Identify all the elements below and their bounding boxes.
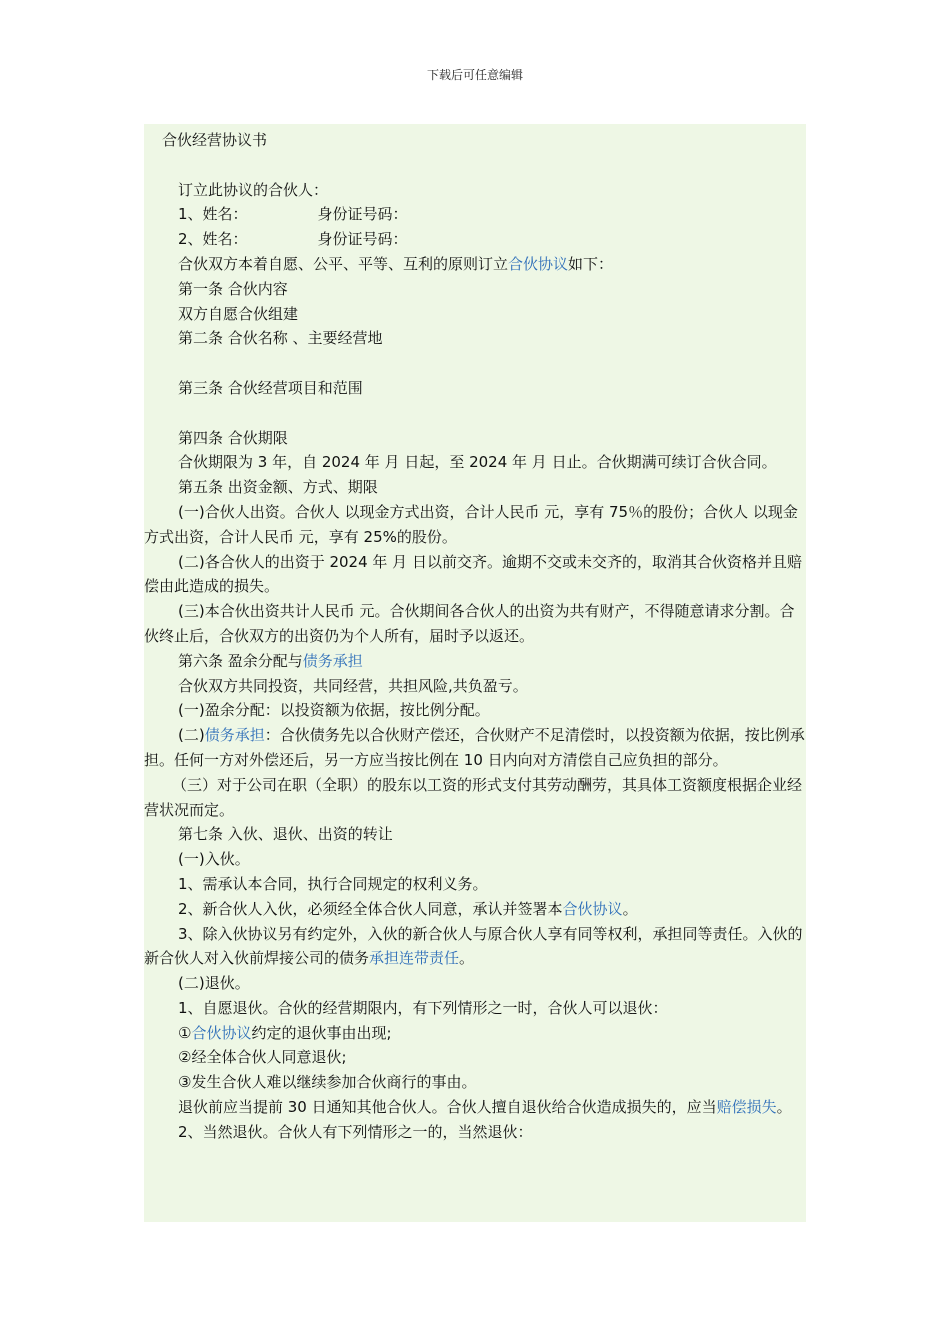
party-1-id-label: 身份证号码：	[317, 205, 408, 224]
partnership-agreement-link[interactable]: 合伙协议	[562, 899, 623, 918]
punctuation: 。	[459, 949, 475, 968]
join-heading: (一)入伙。	[178, 850, 250, 869]
compensation-link[interactable]: 赔偿损失	[716, 1098, 777, 1117]
punctuation: 。	[776, 1098, 792, 1117]
quit-item-1: 1、自愿退伙。合伙的经营期限内，有下列情形之一时，合伙人可以退伙：	[178, 998, 668, 1017]
article-5-clause-2: (二)各合伙人的出资于 2024 年 月 日以前交齐。逾期不交或未交齐的，取消其合伙资格并且赔偿由此造成的损失。	[144, 552, 802, 596]
blank-line	[144, 401, 806, 426]
article-4-title: 第四条 合伙期限	[178, 428, 288, 447]
join-item-2-text: 2、新合伙人入伙，必须经全体合伙人同意，承认并签署本	[178, 899, 563, 918]
quit-item-1a	[144, 1021, 806, 1046]
article-1-title: 第一条 合伙内容	[178, 279, 288, 298]
join-item-1: 1、需承认本合同，执行合同规定的权利义务。	[178, 874, 488, 893]
article-3-title: 第三条 合伙经营项目和范围	[178, 378, 363, 397]
party-1-line	[144, 202, 806, 227]
article-6-title	[144, 649, 806, 674]
party-2-line	[144, 227, 806, 252]
article-2-title: 第二条 合伙名称 、主要经营地	[178, 329, 383, 348]
quit-item-1a-text: 约定的退伙事由出现;	[251, 1023, 392, 1042]
party-2-id-label: 身份证号码：	[317, 230, 408, 249]
debt-liability-link[interactable]: 债务承担	[302, 651, 363, 670]
debt-liability-link[interactable]: 债务承担	[204, 726, 265, 745]
parties-intro: 订立此协议的合伙人：	[178, 180, 329, 199]
party-1-name-label: 1、姓名：	[178, 205, 248, 224]
article-5-title: 第五条 出资金额、方式、期限	[178, 478, 378, 497]
partnership-agreement-link[interactable]: 合伙协议	[508, 254, 569, 273]
article-6-clause-2	[144, 723, 806, 773]
party-2-name-label: 2、姓名：	[178, 230, 248, 249]
principle-text-end: 如下：	[568, 254, 614, 273]
article-6-title-text: 第六条 盈余分配与	[178, 651, 303, 670]
principle-paragraph	[144, 252, 806, 277]
joint-liability-link[interactable]: 承担连带责任	[369, 949, 460, 968]
clause-number: (二)	[178, 726, 205, 745]
article-5-clause-1: (一)合伙人出资。合伙人 以现金方式出资，合计人民币 元，享有 75％的股份；合伙人 以现金方式出资，合计人民币 元，享有 25%的股份。	[144, 502, 798, 546]
partnership-agreement-link[interactable]: 合伙协议	[191, 1023, 252, 1042]
join-item-2	[144, 897, 806, 922]
article-5-clause-3: (三)本合伙出资共计人民币 元。合伙期间各合伙人的出资为共有财产，不得随意请求分割。合伙终止后，合伙双方的出资仍为个人所有，届时予以返还。	[144, 602, 795, 645]
principle-text: 合伙双方本着自愿、公平、平等、互利的原则订立	[178, 254, 509, 273]
quit-notice-text: 退伙前应当提前 30 日通知其他合伙人。合伙人擅自退伙给合伙造成损失的，应当	[178, 1098, 717, 1117]
join-item-3	[144, 922, 806, 972]
article-1-body: 双方自愿合伙组建	[178, 304, 299, 323]
article-6-body: 合伙双方共同投资，共同经营，共担风险,共负盈亏。	[178, 676, 528, 695]
quit-item-1b: ②经全体合伙人同意退伙;	[178, 1048, 347, 1067]
quit-item-1c: ③发生合伙人难以继续参加合伙商行的事由。	[178, 1073, 477, 1092]
circled-number: ①	[178, 1023, 192, 1042]
clause-text: ：合伙债务先以合伙财产偿还，合伙财产不足清偿时，以投资额为依据，按比例承担。任何一方对外偿还后，另一方应当按比例在 10 日内向对方清偿自己应负担的部分。	[144, 726, 805, 769]
quit-item-2: 2、当然退伙。合伙人有下列情形之一的，当然退伙：	[178, 1122, 533, 1141]
punctuation: 。	[622, 899, 638, 918]
article-6-clause-1: (一)盈余分配：以投资额为依据，按比例分配。	[178, 701, 490, 720]
doc-title: 合伙经营协议书	[162, 131, 268, 149]
document-body	[144, 124, 806, 1222]
join-item-3-text: 3、除入伙协议另有约定外，入伙的新合伙人与原合伙人享有同等权利，承担同等责任。入伙的新合伙人对入伙前焊接公司的债务	[144, 924, 803, 968]
article-7-title: 第七条 入伙、退伙、出资的转让	[178, 825, 393, 844]
quit-heading: (二)退伙。	[178, 974, 250, 993]
blank-line	[144, 351, 806, 376]
page-header: 下载后可任意编辑	[426, 68, 523, 82]
blank-line	[144, 153, 806, 178]
article-6-clause-3: （三）对于公司在职（全职）的股东以工资的形式支付其劳动酬劳，其具体工资额度根据企业经营状况而定。	[144, 775, 803, 819]
quit-notice	[144, 1095, 806, 1120]
article-4-body: 合伙期限为 3 年，自 2024 年 月 日起，至 2024 年 月 日止。合伙期满可续订合伙合同。	[178, 453, 777, 472]
